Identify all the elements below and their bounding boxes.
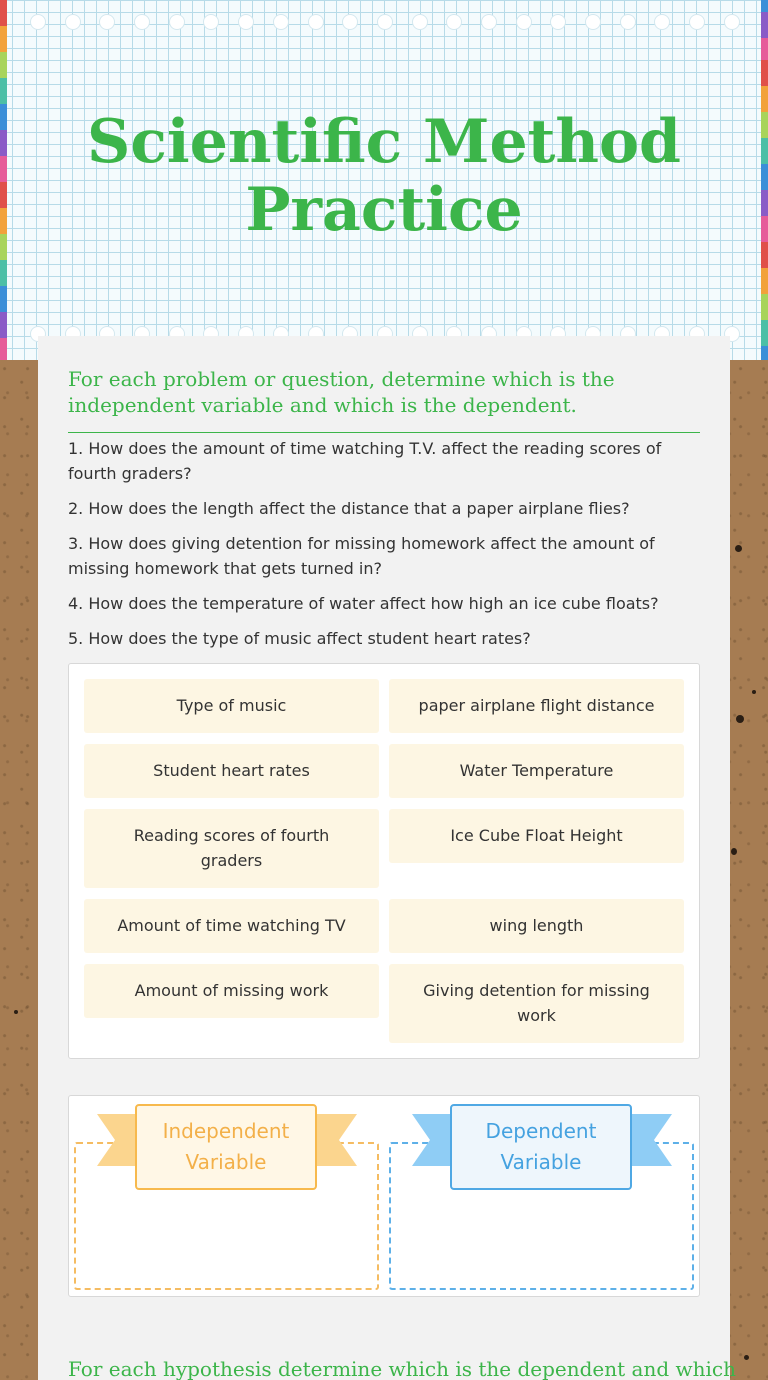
drag-tile[interactable]: Reading scores of fourth graders [84, 809, 379, 888]
question-item: 5. How does the type of music affect student heart rates? [68, 629, 531, 648]
question-list [68, 436, 700, 661]
drag-tile[interactable]: Water Temperature [389, 744, 684, 798]
question-item: 3. How does giving detention for missing homework affect the amount of missing homework that gets turned in? [68, 534, 655, 578]
page-header [0, 0, 768, 360]
binder-holes-top [30, 14, 740, 30]
category-drop-area [68, 1095, 700, 1297]
question-item: 4. How does the temperature of water affect how high an ice cube floats? [68, 594, 659, 613]
cork-speck [14, 1010, 18, 1014]
page-title [0, 108, 768, 244]
dependent-variable-label: Dependent Variable [450, 1104, 632, 1190]
question-item: 2. How does the length affect the distance that a paper airplane flies? [68, 499, 630, 518]
sort-tiles-container [68, 663, 700, 1059]
drag-tile[interactable]: Type of music [84, 679, 379, 733]
next-section-heading: For each hypothesis determine which is the dependent and which [68, 1357, 736, 1380]
instructions-heading: For each problem or question, determine which is the independent variable and which is the dependent. [68, 366, 700, 433]
independent-variable-label: Independent Variable [135, 1104, 317, 1190]
cork-speck [731, 848, 737, 855]
cork-speck [736, 715, 744, 723]
drag-tile[interactable]: paper airplane flight distance [389, 679, 684, 733]
drag-tile[interactable]: Amount of time watching TV [84, 899, 379, 953]
cork-speck [744, 1355, 749, 1360]
cork-speck [752, 690, 756, 694]
drag-tile[interactable]: wing length [389, 899, 684, 953]
cork-speck [735, 545, 742, 552]
question-item: 1. How does the amount of time watching T.V. affect the reading scores of fourth graders? [68, 439, 662, 483]
drag-tile[interactable]: Student heart rates [84, 744, 379, 798]
drag-tile[interactable]: Amount of missing work [84, 964, 379, 1018]
title-line-2: Practice [245, 175, 523, 245]
worksheet-card [38, 336, 736, 1380]
drag-tile[interactable]: Ice Cube Float Height [389, 809, 684, 863]
title-line-1: Scientific Method [87, 107, 681, 177]
drag-tile[interactable]: Giving detention for missing work [389, 964, 684, 1043]
